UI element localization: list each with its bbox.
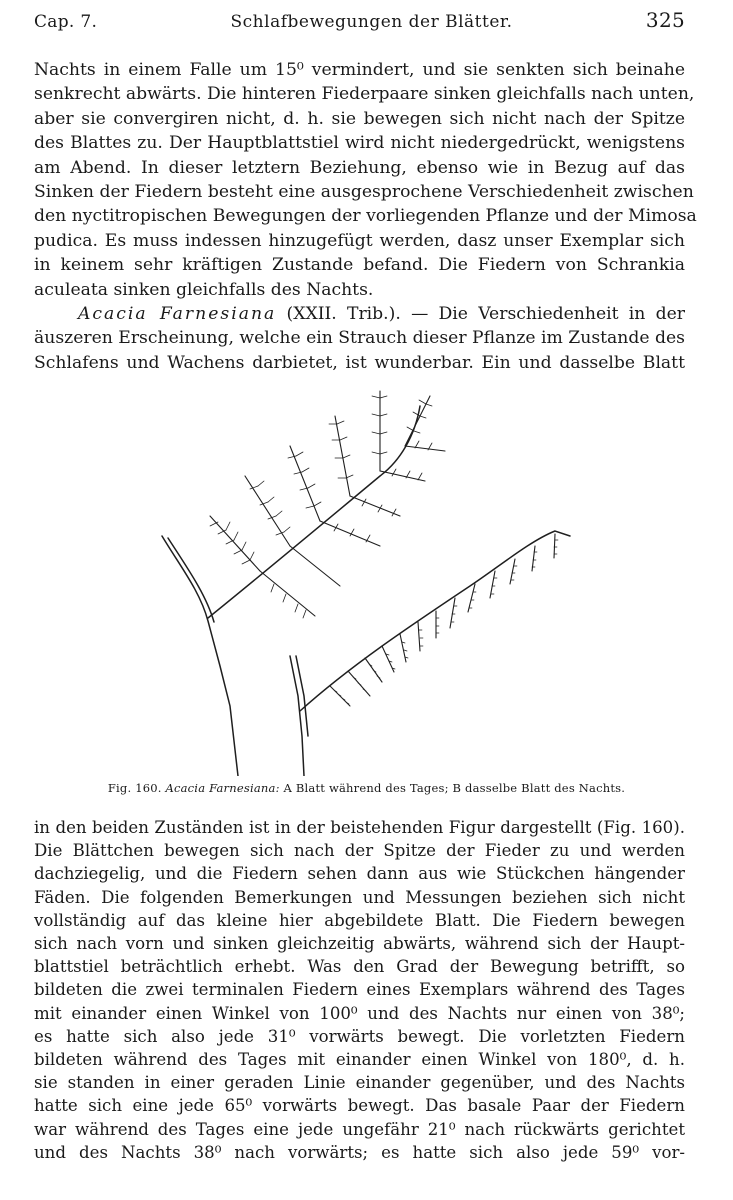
figure-caption (50, 781, 683, 795)
chapter-label: Cap. 7. (34, 12, 98, 32)
text-fragment: (XXII. Trib.). — Die Verschiedenheit in der (276, 304, 685, 325)
text-line: Fäden. Die folgenden Bemerkungen und Messungen beziehen sich nicht (34, 887, 685, 907)
running-header (34, 8, 685, 32)
text-line: vollständig auf das kleine hier abgebildete Blatt. Die Fiedern bewegen (34, 910, 685, 930)
figure-description: A Blatt während des Tages; B dasselbe Blatt des Nachts. (283, 781, 626, 795)
text-line: bildeten die zwei terminalen Fiedern eines Exemplars während des Tages (34, 980, 685, 1000)
leaf-illustration (150, 366, 710, 776)
text-line: den nyctitropischen Bewegungen der vorliegenden Pflanze und der Mimosa (34, 206, 697, 227)
text-line: blattstiel beträchtlich erhebt. Was den Grad der Bewegung betrifft, so (34, 957, 685, 977)
text-line: bildeten während des Tages mit einander einen Winkel von 180⁰, d. h. (34, 1050, 685, 1070)
figure-number: Fig. 160. (107, 781, 162, 795)
text-line: sie standen in einer geraden Linie einander gegenüber, und des Nachts (34, 1073, 685, 1093)
text-line: hatte sich eine jede 65⁰ vorwärts bewegt. Das basale Paar der Fiedern (34, 1096, 685, 1116)
text-line: es hatte sich also jede 31⁰ vorwärts bewegt. Die vorletzten Fiedern (34, 1026, 685, 1046)
text-line: sich nach vorn und sinken gleichzeitig abwärts, während sich der Haupt- (34, 934, 685, 954)
day-leaf-pinnae (210, 391, 445, 616)
night-leaf-stem (290, 656, 304, 776)
text-line: senkrecht abwärts. Die hinteren Fiederpaare sinken gleichfalls nach unten, (34, 84, 695, 105)
page-number: 325 (645, 8, 685, 32)
text-line: in den beiden Zuständen ist in der beistehenden Figur dargestellt (Fig. 160). (34, 818, 685, 837)
day-leaf-rachis (208, 406, 420, 618)
text-line: am Abend. In dieser letztern Beziehung, ebenso wie in Bezug auf das (34, 157, 685, 178)
text-line: Die Blättchen bewegen sich nach der Spitze der Fieder zu und werden (34, 841, 685, 861)
text-line: aber sie convergiren nicht, d. h. sie bewegen sich nicht nach der Spitze (34, 108, 685, 129)
text-line: und des Nachts 38⁰ nach vorwärts; es hatte sich also jede 59⁰ vor- (34, 1142, 685, 1162)
text-line: des Blattes zu. Der Hauptblattstiel wird nicht niedergedrückt, wenigstens (34, 133, 685, 154)
text-line: war während des Tages eine jede ungefähr 21⁰ nach rückwärts gerichtet (34, 1119, 685, 1139)
text-line: in keinem sehr kräftigen Zustande befand. Die Fiedern von Schrankia (34, 255, 685, 276)
text-line: dachziegelig, und die Fiedern sehen dann aus wie Stückchen hängender (34, 864, 685, 884)
text-line: mit einander einen Winkel von 100⁰ und des Nachts nur einen von 38⁰; (34, 1003, 685, 1023)
figure-species: Acacia Farnesiana: (165, 781, 280, 795)
text-line: äuszeren Erscheinung, welche ein Strauch dieser Pflanze im Zustande des (34, 328, 685, 349)
text-block-bottom (34, 816, 685, 1164)
text-line: pudica. Es muss indessen hinzugefügt werden, dasz unser Exemplar sich (34, 230, 685, 251)
text-line: Sinken der Fiedern besteht eine ausgesprochene Verschiedenheit zwischen (34, 182, 694, 203)
night-leaf-pinnae (330, 534, 555, 706)
text-line: Schlafens und Wachens darbietet, ist wunderbar. Ein und dasselbe Blatt (34, 352, 685, 373)
text-line: Nachts in einem Falle um 15⁰ vermindert, und sie senkten sich beinahe (34, 60, 685, 80)
running-title: Schlafbewegungen der Blätter. (230, 12, 513, 32)
night-leaf-rachis (300, 531, 570, 711)
text-line: aculeata sinken gleichfalls des Nachts. (34, 279, 374, 300)
day-leaf-stem (162, 536, 238, 776)
text-line (34, 302, 685, 326)
text-block-top (34, 58, 697, 375)
species-name: Acacia Farnesiana (78, 304, 277, 325)
